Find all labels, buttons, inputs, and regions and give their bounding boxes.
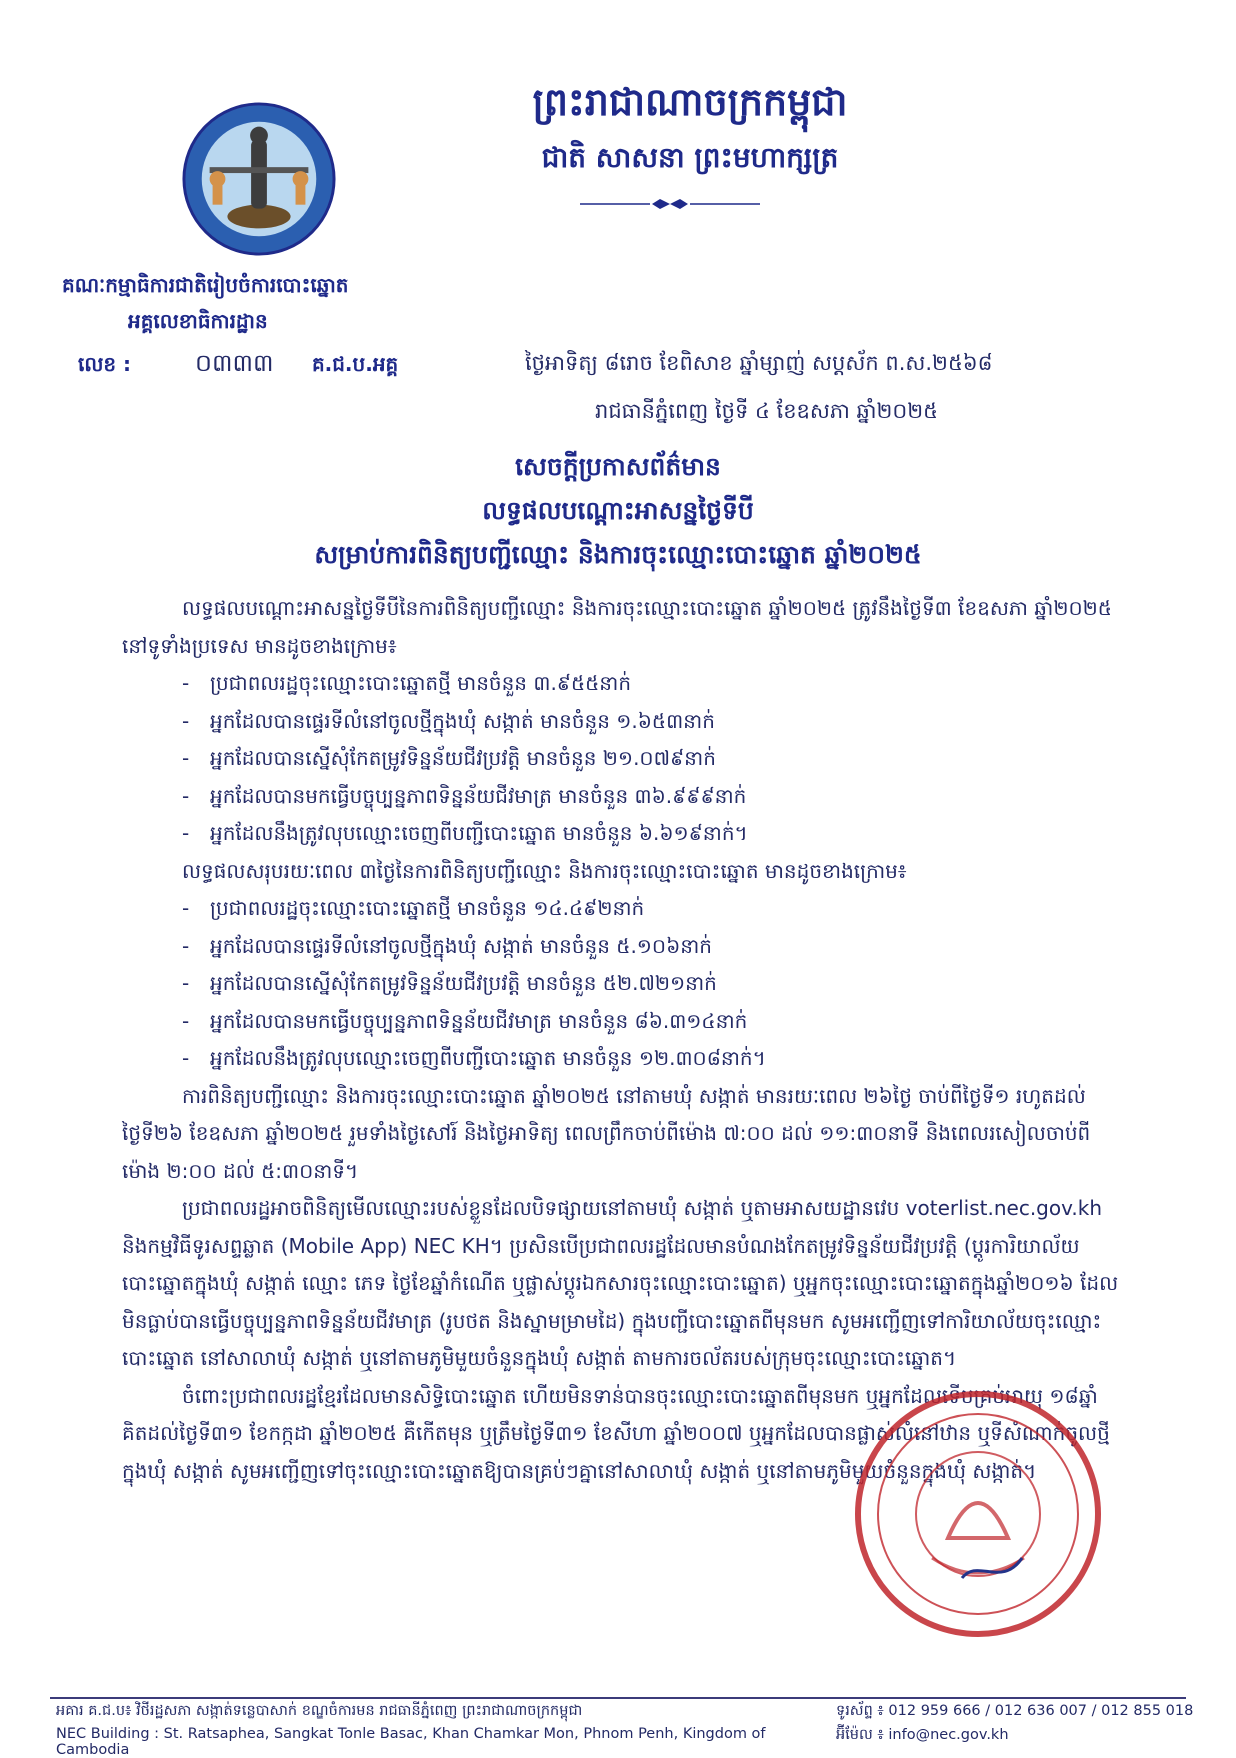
motto-heading: ជាតិ សាសនា ព្រះមហាក្សត្រ: [541, 141, 839, 174]
ref-number: ០៣៣៣: [194, 349, 274, 377]
list-item: - អ្នកដែលនឹងត្រូវលុបឈ្មោះចេញពីបញ្ជីបោះឆ្នោត មានចំនួន ៦.៦១៩នាក់។: [182, 821, 748, 845]
footer-address-kh: អគារ គ.ជ.ប៖ វិថីរដ្ឋសភា សង្កាត់ទន្លេបាសាក់ ខណ្ឌចំការមន រាជធានីភ្នំពេញ ព្រះរាជាណាចក្រកម្ពុជា: [56, 1703, 583, 1719]
list-item: - អ្នកដែលបានមកធ្វើបច្ចុប្បន្នភាពទិន្នន័យជីវមាត្រ មានចំនួន ៣៦.៩៩៩នាក់: [182, 783, 747, 808]
solar-date: រាជធានីភ្នំពេញ ថ្ងៃទី ៤ ខែឧសភា ឆ្នាំ២០២៥: [595, 399, 939, 423]
document-body: [122, 590, 1128, 1490]
department-name: អគ្គលេខាធិការដ្ឋាន: [128, 309, 268, 333]
register-paragraph: ចំពោះប្រជាពលរដ្ឋខ្មែរដែលមានសិទ្ធិបោះឆ្នោត ហើយមិនទាន់បានចុះឈ្មោះបោះឆ្នោតពីមុនមក ឬអ្នកដែលទើបគ្រប់អាយុ ១៨ឆ្នាំ គិតដល់ថ្ងៃទី៣១ ខែកក្កដា ឆ្នាំ២០២៥ គឺកើតមុន ឬត្រឹមថ្ងៃទី៣១ ខែសីហា ឆ្នាំ២០០៧ ឬអ្នកដែលបានផ្លាស់លំនៅឋាន ឬទីសំណាក់ចូលថ្មីក្នុងឃុំ សង្កាត់ សូមអញ្ជើញទៅចុះឈ្មោះបោះឆ្នោតឱ្យបានគ្រប់ៗគ្នានៅសាលាឃុំ សង្កាត់ ឬនៅតាមភូមិមួយចំនួនក្នុងឃុំ សង្កាត់។: [122, 1383, 1110, 1483]
lunar-date: ថ្ងៃអាទិត្យ ៨រោច ខែពិសាខ ឆ្នាំម្សាញ់ សប្តស័ក ព.ស.២៥៦៨: [525, 351, 993, 375]
reference-number: [78, 348, 438, 383]
list-item: - អ្នកដែលបានស្នើសុំកែតម្រូវទិន្នន័យជីវប្រវត្តិ មានចំនួន ៥២.៧២១នាក់: [182, 971, 717, 995]
footer-phone: ទូរស័ព្ទ ៖ 012 959 666 / 012 636 007 / 012 855 018: [836, 1703, 1194, 1719]
ornament-divider-icon: [580, 198, 760, 210]
footer-divider: [50, 1697, 1186, 1699]
list-item: - ប្រជាពលរដ្ឋចុះឈ្មោះបោះឆ្នោតថ្មី មានចំនួន ៣.៩៥៥នាក់: [182, 671, 632, 695]
organization-name: គណៈកម្មាធិការជាតិរៀបចំការបោះឆ្នោត: [62, 273, 349, 297]
list-item: - អ្នកដែលបានស្នើសុំកែតម្រូវទិន្នន័យជីវប្រវត្តិ មានចំនួន ២១.០៧៩នាក់: [182, 746, 716, 770]
list-item: - អ្នកដែលនឹងត្រូវលុបឈ្មោះចេញពីបញ្ជីបោះឆ្នោត មានចំនួន ១២.៣០៨នាក់។: [182, 1046, 766, 1070]
kingdom-heading: ព្រះរាជាណាចក្រកម្ពុជា: [532, 79, 848, 124]
list-item: - អ្នកដែលបានផ្ទេរទីលំនៅចូលថ្មីក្នុងឃុំ សង្កាត់ មានចំនួន ៥.១០៦នាក់: [182, 933, 712, 958]
list-item: - អ្នកដែលបានមកធ្វើបច្ចុប្បន្នភាពទិន្នន័យជីវមាត្រ មានចំនួន ៨៦.៣១៤នាក់: [182, 1008, 748, 1033]
schedule-paragraph: ការពិនិត្យបញ្ជីឈ្មោះ និងការចុះឈ្មោះបោះឆ្នោត ឆ្នាំ២០២៥ នៅតាមឃុំ សង្កាត់ មានរយៈពេល ២៦ថ្ងៃ ចាប់ពីថ្ងៃទី១ រហូតដល់ថ្ងៃទី២៦ ខែឧសភា ឆ្នាំ២០២៥ រួមទាំងថ្ងៃសៅរ៍ និងថ្ងៃអាទិត្យ ពេលព្រឹកចាប់ពីម៉ោង ៧:០០ ដល់ ១១:៣០នាទី និងពេលរសៀលចាប់ពីម៉ោង ២:០០ ដល់ ៥:៣០នាទី។: [122, 1083, 1091, 1183]
total-intro-paragraph: លទ្ធផលសរុបរយៈពេល ៣ថ្ងៃនៃការពិនិត្យបញ្ជីឈ្មោះ និងការចុះឈ្មោះបោះឆ្នោត មានដូចខាងក្រោម៖: [182, 858, 907, 883]
footer-address-en: NEC Building : St. Ratsaphea, Sangkat Tonle Basac, Khan Chamkar Mon, Phnom Penh, Kingdom of Cambodia: [56, 1726, 766, 1758]
document-subtitle-2: សម្រាប់ការពិនិត្យបញ្ជីឈ្មោះ និងការចុះឈ្មោះបោះឆ្នោត ឆ្នាំ២០២៥: [314, 540, 922, 569]
list-item: - អ្នកដែលបានផ្ទេរទីលំនៅចូលថ្មីក្នុងឃុំ សង្កាត់ មានចំនួន ១.៦៥៣នាក់: [182, 708, 715, 733]
ref-label: លេខ :: [78, 352, 132, 376]
official-stamp-icon: [852, 1388, 1104, 1640]
footer-email: អ៊ីម៉ែល ៖ info@nec.gov.kh: [836, 1727, 1009, 1743]
ref-code: គ.ជ.ប.អគ្គ: [311, 352, 399, 376]
document-title: សេចក្តីប្រកាសព័ត៌មាន: [515, 452, 721, 481]
nec-logo-icon: [180, 100, 338, 258]
intro-paragraph: លទ្ធផលបណ្តោះអាសន្នថ្ងៃទីបីនៃការពិនិត្យបញ្ជីឈ្មោះ និងការចុះឈ្មោះបោះឆ្នោត ឆ្នាំ២០២៥ ត្រូវនឹងថ្ងៃទី៣ ខែឧសភា ឆ្នាំ២០២៥ នៅទូទាំងប្រទេស មានដូចខាងក្រោម៖: [122, 596, 1112, 658]
check-paragraph: ប្រជាពលរដ្ឋអាចពិនិត្យមើលឈ្មោះរបស់ខ្លួនដែលបិទផ្សាយនៅតាមឃុំ សង្កាត់ ឬតាមអាសយដ្ឋានវេប voterlist.nec.gov.kh និងកម្មវិធីទូរសព្ទឆ្លាត (Mobile App) NEC KH។ ប្រសិនបើប្រជាពលរដ្ឋដែលមានបំណងកែតម្រូវទិន្នន័យជីវប្រវត្តិ (ប្តូរការិយាល័យបោះឆ្នោតក្នុងឃុំ សង្កាត់ ឈ្មោះ ភេទ ថ្ងៃខែឆ្នាំកំណើត ឬផ្លាស់ប្តូរឯកសារចុះឈ្មោះបោះឆ្នោត) ឬអ្នកចុះឈ្មោះបោះឆ្នោតក្នុងឆ្នាំ២០១៦ ដែលមិនធ្លាប់បានធ្វើបច្ចុប្បន្នភាពទិន្នន័យជីវមាត្រ (រូបថត និងស្នាមម្រាមដៃ) ក្នុងបញ្ជីបោះឆ្នោតពីមុនមក សូមអញ្ជើញទៅការិយាល័យចុះឈ្មោះបោះឆ្នោត នៅសាលាឃុំ សង្កាត់ ឬនៅតាមភូមិមួយចំនួនក្នុងឃុំ សង្កាត់ តាមការចល័តរបស់ក្រុមចុះឈ្មោះបោះឆ្នោត។: [122, 1196, 1119, 1370]
list-item: - ប្រជាពលរដ្ឋចុះឈ្មោះបោះឆ្នោតថ្មី មានចំនួន ១៤.៤៩២នាក់: [182, 896, 645, 920]
footer: [56, 1700, 1194, 1758]
document-subtitle: លទ្ធផលបណ្តោះអាសន្នថ្ងៃទីបី: [482, 496, 754, 525]
